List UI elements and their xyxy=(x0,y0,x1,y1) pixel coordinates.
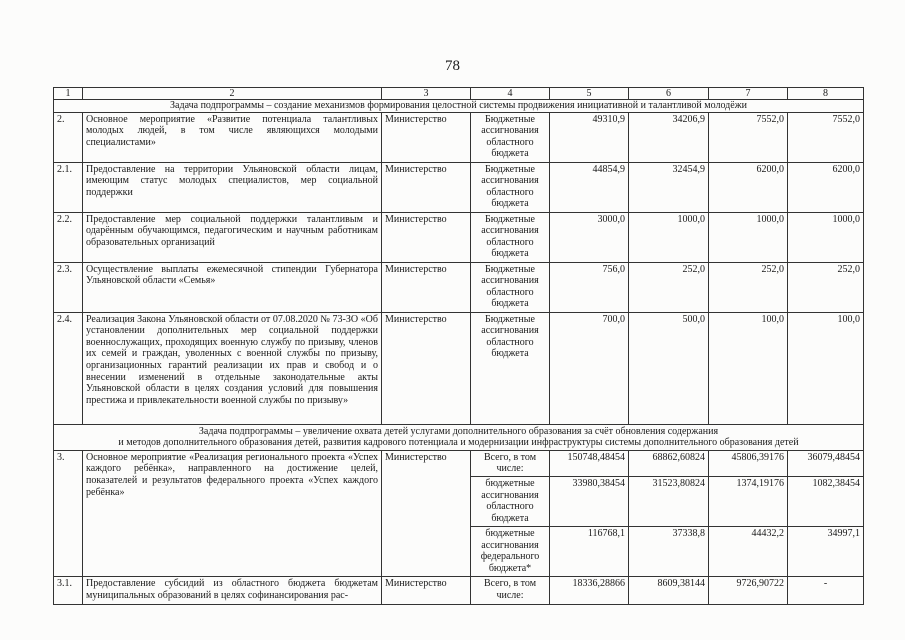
task-header-row xyxy=(54,424,864,450)
task-header-line: Задача подпрограммы – увеличение охвата детей услугами дополнительного образования за счёт обновления содержания xyxy=(198,425,719,437)
row-number: 2. xyxy=(54,112,83,162)
column-number: 3 xyxy=(382,88,471,100)
value-year-2: 1000,0 xyxy=(709,212,788,262)
task-header-row xyxy=(54,100,864,113)
value-year-3: 34997,1 xyxy=(788,526,864,576)
value-total: 33980,38454 xyxy=(550,476,629,526)
column-number: 6 xyxy=(629,88,709,100)
value-total: 3000,0 xyxy=(550,212,629,262)
table-row xyxy=(54,162,864,212)
row-number: 2.3. xyxy=(54,262,83,312)
row-number: 3.1. xyxy=(54,576,83,604)
value-year-1: 31523,80824 xyxy=(629,476,709,526)
value-year-1: 252,0 xyxy=(629,262,709,312)
column-number: 7 xyxy=(709,88,788,100)
value-year-2: 1374,19176 xyxy=(709,476,788,526)
measure-text: Предоставление мер социальной поддержки талантливым и одарённым обучающимся, педагогическим и научным работникам образовательных организаций xyxy=(83,212,382,262)
task-header xyxy=(54,424,864,450)
table-row xyxy=(54,576,864,604)
value-year-3: 1000,0 xyxy=(788,212,864,262)
executor: Министерство xyxy=(382,312,471,424)
column-number: 4 xyxy=(471,88,550,100)
row-number: 2.2. xyxy=(54,212,83,262)
value-year-3: 252,0 xyxy=(788,262,864,312)
column-number: 8 xyxy=(788,88,864,100)
value-year-2: 45806,39176 xyxy=(709,450,788,476)
value-year-1: 1000,0 xyxy=(629,212,709,262)
column-number: 2 xyxy=(83,88,382,100)
column-number-row xyxy=(54,88,864,100)
value-year-2: 7552,0 xyxy=(709,112,788,162)
funding-source: Всего, в том числе: xyxy=(471,576,550,604)
funding-source: бюджетные ассигнования федерального бюджета* xyxy=(471,526,550,576)
value-total: 700,0 xyxy=(550,312,629,424)
value-total: 49310,9 xyxy=(550,112,629,162)
executor: Министерство xyxy=(382,576,471,604)
value-total: 756,0 xyxy=(550,262,629,312)
funding-source: бюджетные ассигнования областного бюджета xyxy=(471,476,550,526)
executor: Министерство xyxy=(382,112,471,162)
table-row xyxy=(54,212,864,262)
table-row xyxy=(54,262,864,312)
value-year-1: 500,0 xyxy=(629,312,709,424)
measure-text: Предоставление субсидий из областного бюджета бюджетам муниципальных образований в целях софинансирования рас- xyxy=(83,576,382,604)
value-total: 116768,1 xyxy=(550,526,629,576)
value-year-3: 36079,48454 xyxy=(788,450,864,476)
value-year-1: 8609,38144 xyxy=(629,576,709,604)
column-number: 5 xyxy=(550,88,629,100)
value-year-3: 6200,0 xyxy=(788,162,864,212)
measure-text: Основное мероприятие «Развитие потенциала талантливых молодых людей, в том числе являющихся молодыми специалистами» xyxy=(83,112,382,162)
value-year-1: 37338,8 xyxy=(629,526,709,576)
budget-table xyxy=(53,87,864,605)
funding-source: Бюджетные ассигнования областного бюджета xyxy=(471,212,550,262)
value-year-1: 34206,9 xyxy=(629,112,709,162)
funding-source: Бюджетные ассигнования областного бюджета xyxy=(471,262,550,312)
page-number: 78 xyxy=(445,58,460,74)
column-number: 1 xyxy=(54,88,83,100)
executor: Министерство xyxy=(382,212,471,262)
executor: Министерство xyxy=(382,162,471,212)
value-year-3: 100,0 xyxy=(788,312,864,424)
row-number: 3. xyxy=(54,450,83,576)
value-year-2: 6200,0 xyxy=(709,162,788,212)
value-total: 18336,28866 xyxy=(550,576,629,604)
table-row xyxy=(54,312,864,424)
value-year-2: 252,0 xyxy=(709,262,788,312)
measure-text: Осуществление выплаты ежемесячной стипендии Губернатора Ульяновской области «Семья» xyxy=(83,262,382,312)
value-total: 44854,9 xyxy=(550,162,629,212)
measure-text: Реализация Закона Ульяновской области от 07.08.2020 № 73-ЗО «Об установлении дополнительных мер социальной поддержки военнослужащих, проходящих военную службу по призыву, членов их семей и граждан, уволенных с военной службы по призыву, организационных гарантий реализации их прав и свобод и о внесении изменений в отдельные законодательные акты Ульяновской области в целях создания условий для повышения престижа и привлекательности военной службы по призыву» xyxy=(83,312,382,424)
table-row xyxy=(54,450,864,476)
value-year-3: 7552,0 xyxy=(788,112,864,162)
value-year-3: - xyxy=(788,576,864,604)
task-header-line: и методов дополнительного образования детей, развития кадрового потенциала и модернизации инфраструктуры системы дополнительного образования детей xyxy=(118,437,799,449)
measure-text: Основное мероприятие «Реализация регионального проекта «Успех каждого ребёнка», направленного на достижение целей, показателей и результатов федерального проекта «Успех каждого ребёнка» xyxy=(83,450,382,576)
row-number: 2.1. xyxy=(54,162,83,212)
funding-source: Бюджетные ассигнования областного бюджета xyxy=(471,112,550,162)
value-year-2: 100,0 xyxy=(709,312,788,424)
task-header: Задача подпрограммы – создание механизмов формирования целостной системы продвижения инициативной и талантливой молодёжи xyxy=(54,100,864,113)
funding-source: Всего, в том числе: xyxy=(471,450,550,476)
row-number: 2.4. xyxy=(54,312,83,424)
funding-source: Бюджетные ассигнования областного бюджета xyxy=(471,312,550,424)
value-year-1: 32454,9 xyxy=(629,162,709,212)
funding-source: Бюджетные ассигнования областного бюджета xyxy=(471,162,550,212)
value-total: 150748,48454 xyxy=(550,450,629,476)
value-year-1: 68862,60824 xyxy=(629,450,709,476)
executor: Министерство xyxy=(382,450,471,576)
table-row xyxy=(54,112,864,162)
measure-text: Предоставление на территории Ульяновской области лицам, имеющим статус молодых специалистов, мер социальной поддержки xyxy=(83,162,382,212)
executor: Министерство xyxy=(382,262,471,312)
value-year-3: 1082,38454 xyxy=(788,476,864,526)
value-year-2: 9726,90722 xyxy=(709,576,788,604)
value-year-2: 44432,2 xyxy=(709,526,788,576)
